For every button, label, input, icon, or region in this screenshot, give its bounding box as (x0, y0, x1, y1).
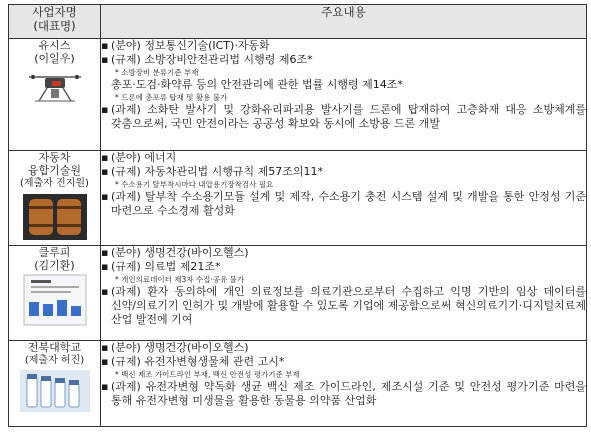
note-line: * 드론에 총포류 탑재 및 활용 불가 (115, 93, 228, 102)
line-text: (과제) 유전자변형 약독화 생균 백신 제조 가이드라인, 제조시설 기준 및 안전성 평가기준 마련을 통해 유전자변형 미생물을 활용한 동물용 의약품 산업화 (111, 380, 586, 407)
header-row (9, 5, 587, 39)
hydrogen-tank-image (19, 192, 91, 242)
company-rep: (김기환) (34, 259, 75, 272)
note-line: * 소방장비 분류기준 부재 (115, 68, 199, 77)
task-line (101, 380, 586, 408)
field-line (101, 39, 586, 53)
bullet-icon: ▪ (101, 103, 109, 116)
fire-drone-image (23, 67, 87, 115)
line-text: (규제) 유전자변형생물체 관련 고시* (111, 355, 285, 368)
field-line (101, 246, 586, 260)
law-line (101, 53, 586, 67)
bullet-icon: ▪ (101, 246, 109, 259)
company-rep: (제출자 진지원) (20, 178, 89, 189)
table-row (9, 151, 587, 246)
task-line (101, 190, 586, 218)
company-rep: (제출자 허진) (24, 355, 85, 366)
field-line (101, 341, 586, 355)
table-row (9, 39, 587, 151)
company-cell (9, 151, 101, 246)
header-company (9, 5, 101, 39)
line-text: (규제) 의료법 제21조* (111, 260, 221, 273)
law-line (101, 355, 586, 369)
law-line-continued: 총포·도검·화약류 등의 안전관리에 관한 법률 시행령 제14조* (111, 78, 403, 91)
table-row (9, 246, 587, 341)
bullet-icon: ▪ (101, 165, 109, 178)
app-screenshot-image (23, 274, 87, 326)
bullet-icon: ▪ (101, 285, 109, 298)
task-line (101, 285, 586, 327)
law-line (101, 165, 586, 179)
line-text: (분야) 정보통신기술(ICT)·자동화 (111, 39, 270, 52)
line-text: (과제) 소화탄 발사기 및 강화유리파괴용 발사기를 드론에 탑재하여 고층화재 대응 소방체계를 갖춤으로써, 국민 안전이라는 공공성 확보와 동시에 소방용 드론 개발 (111, 103, 586, 130)
bullet-icon: ▪ (101, 380, 109, 393)
note-line: * 개인의료데이터 제3자 수집·공유 불가 (115, 275, 245, 284)
bullet-icon: ▪ (101, 355, 109, 368)
company-cell (9, 246, 101, 341)
line-text: (분야) 생명건강(바이오헬스) (111, 246, 249, 259)
content-cell (101, 246, 587, 341)
task-line (101, 103, 586, 131)
content-cell (101, 39, 587, 151)
bullet-icon: ▪ (101, 341, 109, 354)
company-cell (9, 39, 101, 151)
bullet-icon: ▪ (101, 151, 109, 164)
header-content: 주요내용 (101, 5, 587, 39)
line-text: (과제) 환자 동의하에 개인 의료정보를 의료기관으로부터 수집하고 익명 기반의 임상 데이터를 신약/의료기기 인허가 및 개발에 활용할 수 있도록 기업에 제공함으로써 혁신의료기기·디지털치료제 산업 발전에 기여 (111, 285, 586, 326)
line-text: (규제) 자동차관리법 시행규칙 제57조의11* (111, 165, 323, 178)
company-name: 클루피 (38, 246, 71, 259)
company-name: 전북대학교 (27, 341, 82, 354)
content-cell (101, 151, 587, 246)
company-name-line2: 융합기술원 (27, 164, 82, 177)
company-cell (9, 341, 101, 427)
line-text: (과제) 탈부착 수소용기모듈 설계 및 제작, 수소용기 충전 시스템 설계 및 개발을 통한 안정성 기준 마련으로 수소경제 활성화 (111, 190, 586, 217)
company-name: 자동차 (38, 151, 71, 164)
header-company-line1: 사업자명 (32, 5, 77, 19)
regulation-table (8, 4, 587, 427)
line-text: (분야) 에너지 (111, 151, 177, 164)
line-text: (규제) 소방장비안전관리법 시행령 제6조* (111, 53, 313, 66)
content-cell (101, 341, 587, 427)
bullet-icon: ▪ (101, 39, 109, 52)
note-line: * 수소용기 탈부착시마다 내압용기장착검사 필요 (115, 180, 274, 189)
company-name: 유시스 (38, 39, 71, 52)
note-line: * 백신 제조 가이드라인 부재, 백신 안전성 평가기준 부재 (115, 370, 300, 379)
bullet-icon: ▪ (101, 260, 109, 273)
vaccine-vials-image (19, 369, 91, 413)
header-company-line2: (대표명) (33, 19, 76, 33)
bullet-icon: ▪ (101, 190, 109, 203)
table-row (9, 341, 587, 427)
law-line (101, 260, 586, 274)
company-rep: (이일우) (34, 52, 75, 65)
field-line (101, 151, 586, 165)
line-text: (분야) 생명건강(바이오헬스) (111, 341, 249, 354)
bullet-icon: ▪ (101, 53, 109, 66)
